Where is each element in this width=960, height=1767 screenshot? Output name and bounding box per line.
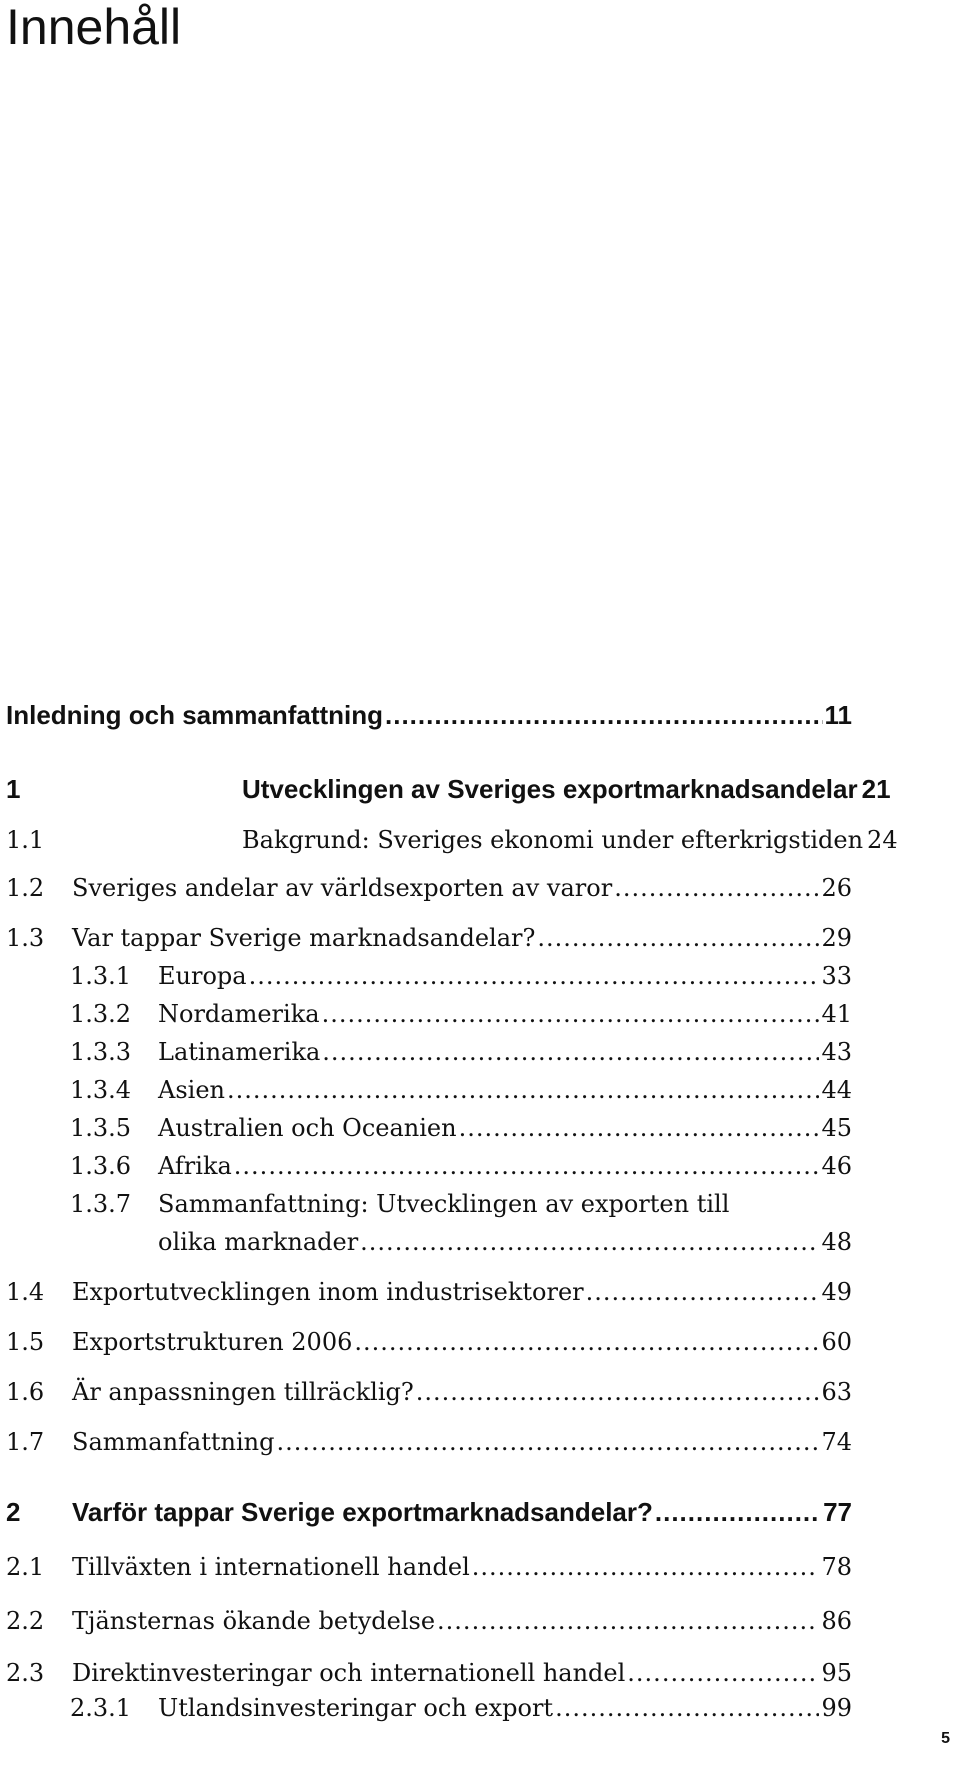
toc-leader-dots xyxy=(555,1694,819,1722)
page-title: Innehåll xyxy=(6,0,182,55)
toc-entry[interactable] xyxy=(70,962,852,990)
toc-entry[interactable] xyxy=(70,1152,852,1180)
toc-entry-label: Afrika xyxy=(158,1152,232,1180)
toc-entry-label: Sammanfattning xyxy=(72,1428,275,1456)
toc-entry-label: Tjänsternas ökande betydelse xyxy=(72,1607,436,1635)
toc-entry-page: 44 xyxy=(821,1076,852,1104)
toc-leader-dots xyxy=(537,924,819,952)
toc-leader-dots xyxy=(385,700,822,731)
toc-entry-page: 60 xyxy=(821,1328,852,1356)
toc-entry-number: 1.2 xyxy=(6,874,45,902)
toc-entry-page: 48 xyxy=(821,1228,852,1256)
toc-entry-number: 1.3.5 xyxy=(70,1114,132,1142)
toc-entry-number: 1.6 xyxy=(6,1378,45,1406)
toc-entry[interactable] xyxy=(70,1114,852,1142)
toc-entry[interactable] xyxy=(70,1038,852,1066)
toc-entry-number: 2.3.1 xyxy=(70,1694,132,1722)
toc-leader-dots xyxy=(322,1000,820,1028)
toc-leader-dots xyxy=(614,874,819,902)
toc-entry[interactable] xyxy=(6,874,852,902)
toc-leader-dots xyxy=(322,1038,819,1066)
toc-leader-dots xyxy=(627,1659,819,1687)
toc-entry-number: 1.3.4 xyxy=(70,1076,132,1104)
toc-entry[interactable] xyxy=(6,1607,852,1635)
toc-entry-label: Sammanfattning: Utvecklingen av exporten till xyxy=(158,1190,730,1218)
toc-entry-label: Inledning och sammanfattning xyxy=(6,700,384,730)
page-number: 5 xyxy=(941,1730,950,1747)
toc-entry[interactable] xyxy=(6,1659,852,1687)
toc-leader-dots xyxy=(276,1428,819,1456)
toc-entry-page: 49 xyxy=(821,1278,852,1306)
toc-entry-page: 95 xyxy=(821,1659,852,1687)
toc-entry[interactable] xyxy=(6,1553,852,1581)
toc-entry[interactable] xyxy=(6,1378,852,1406)
toc-entry[interactable] xyxy=(6,1328,852,1356)
toc-entry-continuation[interactable] xyxy=(158,1228,852,1256)
toc-entry-number: 1.3.2 xyxy=(70,1000,132,1028)
toc-entry-number: 2.1 xyxy=(6,1553,45,1581)
toc-entry-page: 21 xyxy=(861,774,891,804)
toc-entry-label: Var tappar Sverige marknadsandelar? xyxy=(72,924,536,952)
toc-entry-number: 1.3.6 xyxy=(70,1152,132,1180)
toc-entry-label: Europa xyxy=(158,962,247,990)
toc-entry-page: 77 xyxy=(823,1497,852,1527)
toc-leader-dots xyxy=(234,1152,820,1180)
toc-entry-label: Asien xyxy=(158,1076,225,1104)
toc-entry-number: 1.3.3 xyxy=(70,1038,132,1066)
toc-entry-page: 45 xyxy=(821,1114,852,1142)
toc-entry-page: 41 xyxy=(821,1000,852,1028)
toc-leader-dots xyxy=(416,1378,820,1406)
toc-leader-dots xyxy=(354,1328,819,1356)
toc-entry[interactable] xyxy=(6,774,891,805)
toc-entry-label: Latinamerika xyxy=(158,1038,321,1066)
toc-entry-number: 1.3.7 xyxy=(70,1190,132,1218)
toc-entry-label: Direktinvesteringar och internationell handel xyxy=(72,1659,626,1687)
toc-entry-page: 24 xyxy=(867,826,898,854)
toc-entry-number: 1.7 xyxy=(6,1428,45,1456)
toc-leader-dots xyxy=(437,1607,819,1635)
toc-entry-label: Bakgrund: Sveriges ekonomi under efterkrigstiden xyxy=(242,826,864,854)
toc-entry[interactable] xyxy=(70,1000,852,1028)
toc-leader-dots xyxy=(459,1114,820,1142)
toc-leader-dots xyxy=(655,1497,821,1528)
toc-entry-label: Utvecklingen av Sveriges exportmarknadsandelar xyxy=(242,774,858,804)
toc-entry-label: Exportstrukturen 2006 xyxy=(72,1328,353,1356)
toc-entry-page: 29 xyxy=(821,924,852,952)
toc-entry-page: 74 xyxy=(821,1428,852,1456)
toc-entry[interactable] xyxy=(70,1694,852,1722)
toc-entry[interactable] xyxy=(6,700,852,731)
toc-entry-label-continued: olika marknader xyxy=(158,1228,359,1256)
toc-leader-dots xyxy=(360,1228,819,1256)
toc-entry-label: Är anpassningen tillräcklig? xyxy=(72,1378,414,1406)
toc-entry[interactable] xyxy=(70,1076,852,1104)
toc-entry-number: 2 xyxy=(6,1497,21,1527)
toc-leader-dots xyxy=(472,1553,820,1581)
toc-entry-label: Tillväxten i internationell handel xyxy=(72,1553,470,1581)
toc-entry[interactable] xyxy=(6,1278,852,1306)
toc-entry-page: 43 xyxy=(821,1038,852,1066)
toc-entry-page: 99 xyxy=(821,1694,852,1722)
toc-entry-number: 1 xyxy=(6,774,21,804)
toc-entry-number: 1.4 xyxy=(6,1278,45,1306)
toc-entry-number: 1.5 xyxy=(6,1328,45,1356)
toc-entry-number: 1.1 xyxy=(6,826,45,854)
toc-entry-label: Varför tappar Sverige exportmarknadsandelar? xyxy=(72,1497,653,1527)
toc-entry-page: 78 xyxy=(821,1553,852,1581)
toc-entry-label: Australien och Oceanien xyxy=(158,1114,457,1142)
toc-entry-page: 33 xyxy=(821,962,852,990)
toc-entry-label: Sveriges andelar av världsexporten av varor xyxy=(72,874,613,902)
toc-entry[interactable] xyxy=(6,1428,852,1456)
toc-entry-label: Exportutvecklingen inom industrisektorer xyxy=(72,1278,584,1306)
toc-entry-number: 1.3 xyxy=(6,924,45,952)
toc-entry[interactable] xyxy=(6,924,852,952)
toc-entry[interactable] xyxy=(6,826,898,854)
toc-entry-page: 46 xyxy=(821,1152,852,1180)
toc-entry-page: 26 xyxy=(821,874,852,902)
toc-entry-number: 1.3.1 xyxy=(70,962,132,990)
toc-entry[interactable] xyxy=(6,1497,852,1528)
toc-leader-dots xyxy=(586,1278,820,1306)
toc-leader-dots xyxy=(227,1076,819,1104)
toc-entry-number: 2.2 xyxy=(6,1607,45,1635)
toc-entry-page: 63 xyxy=(821,1378,852,1406)
toc-entry-label: Nordamerika xyxy=(158,1000,320,1028)
toc-entry[interactable] xyxy=(70,1190,852,1218)
toc-entry-number: 2.3 xyxy=(6,1659,45,1687)
toc-entry-page: 86 xyxy=(821,1607,852,1635)
toc-entry-label: Utlandsinvesteringar och export xyxy=(158,1694,554,1722)
toc-entry-page: 11 xyxy=(824,700,852,730)
toc-leader-dots xyxy=(249,962,820,990)
